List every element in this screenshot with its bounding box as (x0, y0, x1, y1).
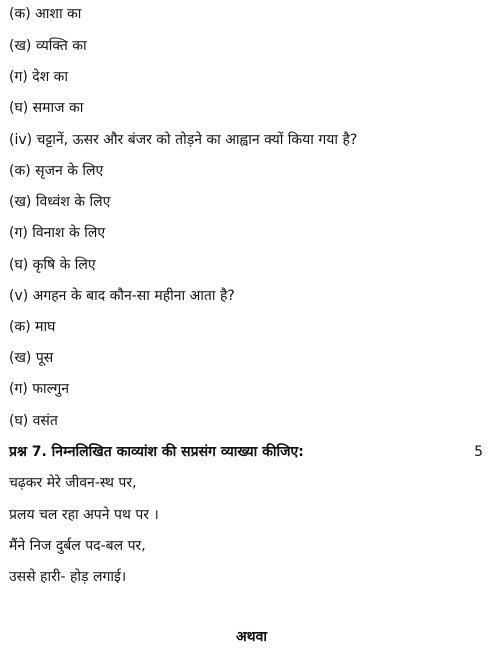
q5-option-gha: (घ) वसंत (9, 413, 58, 429)
q7-marks: 5 (474, 444, 483, 460)
q3-option-ga: (ग) देश का (9, 69, 69, 85)
q7-heading: प्रश्न 7. निम्नलिखित काव्यांश की सप्रसंग व्याख्या कीजिए: (9, 444, 304, 460)
q5-option-ga: (ग) फाल्गुन (9, 381, 70, 397)
q4-option-gha: (घ) कृषि के लिए (9, 257, 96, 273)
q3-option-gha: (घ) समाज का (9, 100, 84, 116)
poem-line-4: उससे हारी- होड़ लगाई। (9, 569, 127, 585)
q4-question: (iv) चट्टानें, ऊसर और बंजर को तोड़ने का आह्वान क्यों किया गया है? (9, 132, 358, 148)
poem-line-2: प्रलय चल रहा अपने पथ पर । (9, 507, 159, 523)
q5-question: (v) अगहन के बाद कौन-सा महीना आता है? (9, 288, 235, 304)
q4-option-ga: (ग) विनाश के लिए (9, 225, 106, 241)
q5-option-kha: (ख) पूस (9, 350, 54, 366)
q4-option-kha: (ख) विध्वंश के लिए (9, 194, 111, 210)
q3-option-kha: (ख) व्यक्ति का (9, 38, 87, 54)
or-label: अथवा (235, 629, 268, 645)
q3-option-ka: (क) आशा का (9, 6, 82, 22)
q5-option-ka: (क) माघ (9, 319, 56, 335)
q4-option-ka: (क) सृजन के लिए (9, 163, 104, 179)
poem-line-1: चढ़कर मेरे जीवन-स्थ पर, (9, 475, 137, 491)
poem-line-3: मैंने निज दुर्बल पद-बल पर, (9, 538, 146, 554)
